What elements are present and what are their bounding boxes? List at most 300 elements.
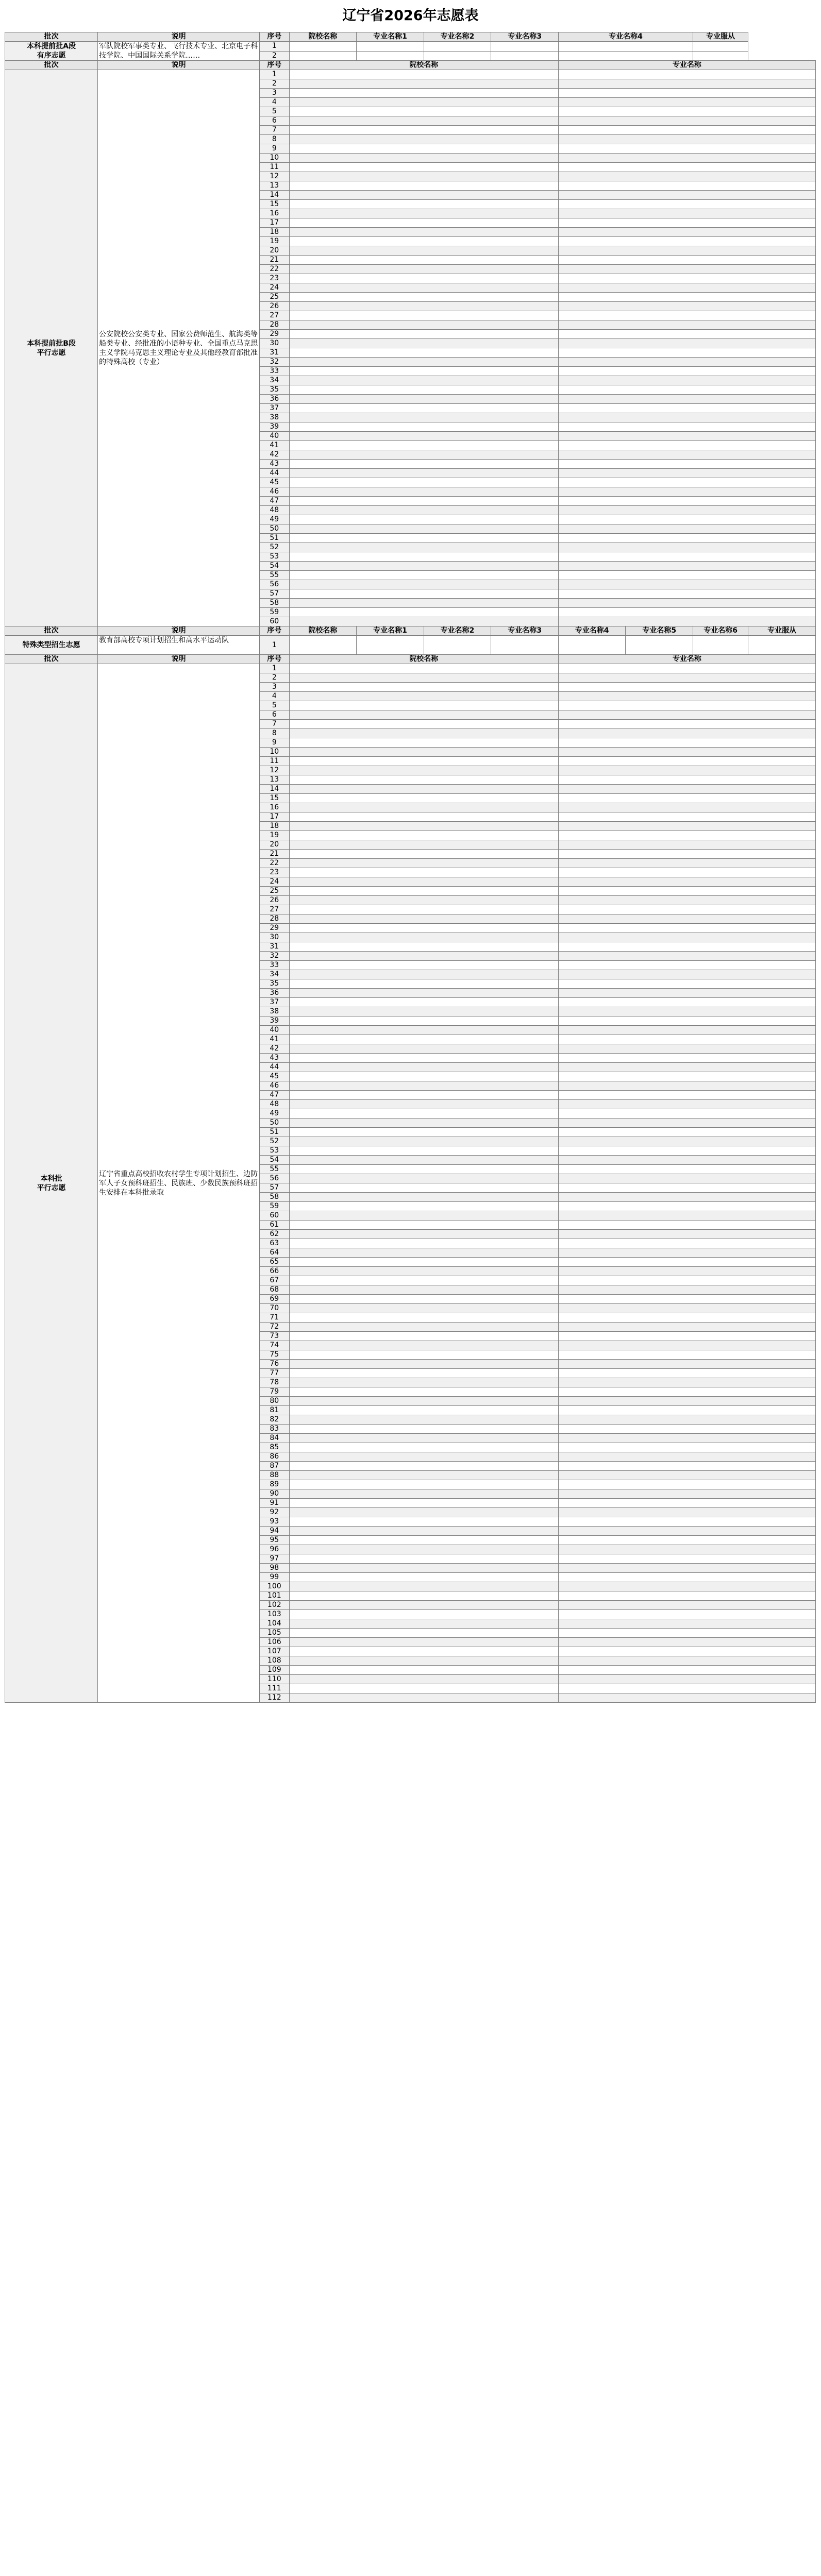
school-cell[interactable] [289,404,558,413]
major-cell[interactable] [558,441,815,450]
school-cell[interactable] [289,1638,558,1647]
school-cell[interactable] [289,1035,558,1044]
major-cell[interactable] [558,998,815,1007]
school-cell[interactable] [289,1415,558,1425]
major-cell[interactable] [558,794,815,803]
major-cell[interactable] [558,1666,815,1675]
major-cell[interactable] [558,515,815,524]
school-cell[interactable] [289,376,558,385]
major-cell[interactable] [558,320,815,330]
major-cell[interactable] [558,1341,815,1350]
major-cell[interactable] [558,543,815,552]
school-cell[interactable] [289,775,558,785]
school-cell[interactable] [289,1452,558,1462]
major-cell[interactable] [558,1026,815,1035]
major-cell[interactable] [558,1508,815,1517]
major-cell[interactable] [558,1350,815,1360]
major-cell[interactable] [558,1202,815,1211]
school-cell[interactable] [289,1193,558,1202]
school-cell[interactable] [289,283,558,293]
major-cell[interactable] [558,748,815,757]
major-cell[interactable] [558,589,815,599]
school-cell[interactable] [289,543,558,552]
major-cell-1[interactable] [357,42,424,52]
school-cell[interactable] [289,1693,558,1703]
major-cell[interactable] [558,1415,815,1425]
school-cell[interactable] [289,534,558,543]
school-cell[interactable] [289,487,558,497]
school-cell[interactable] [289,1536,558,1545]
major-cell[interactable] [558,1471,815,1480]
school-cell[interactable] [289,766,558,775]
major-cell[interactable] [558,1619,815,1629]
major-cell[interactable] [558,933,815,942]
major-cell[interactable] [558,432,815,441]
major-cell[interactable] [558,887,815,896]
major-cell[interactable] [558,1629,815,1638]
school-cell[interactable] [289,1295,558,1304]
school-cell[interactable] [289,608,558,617]
major-cell[interactable] [558,1545,815,1554]
school-cell[interactable] [289,692,558,701]
school-cell[interactable] [289,256,558,265]
school-cell[interactable] [289,794,558,803]
school-cell[interactable] [289,1128,558,1137]
school-cell[interactable] [289,51,357,61]
major-cell[interactable] [558,1323,815,1332]
school-cell[interactable] [289,1619,558,1629]
major-cell[interactable] [558,1156,815,1165]
school-cell[interactable] [289,1425,558,1434]
major-cell[interactable] [558,1443,815,1452]
major-cell[interactable] [558,1675,815,1684]
school-cell[interactable] [289,339,558,348]
school-cell[interactable] [289,478,558,487]
major-cell[interactable] [558,1118,815,1128]
major-cell[interactable] [558,98,815,107]
major-cell[interactable] [558,840,815,850]
major-cell-1[interactable] [357,636,424,655]
major-cell[interactable] [558,422,815,432]
school-cell[interactable] [289,1434,558,1443]
school-cell[interactable] [289,1332,558,1341]
school-cell[interactable] [289,1675,558,1684]
school-cell[interactable] [289,1109,558,1118]
school-cell[interactable] [289,1285,558,1295]
school-cell[interactable] [289,1258,558,1267]
school-cell[interactable] [289,506,558,515]
school-cell[interactable] [289,552,558,562]
school-cell[interactable] [289,1323,558,1332]
school-cell[interactable] [289,228,558,237]
major-cell[interactable] [558,552,815,562]
school-cell[interactable] [289,1554,558,1564]
major-cell[interactable] [558,924,815,933]
school-cell[interactable] [289,664,558,673]
major-cell[interactable] [558,580,815,589]
major-cell[interactable] [558,237,815,246]
school-cell[interactable] [289,785,558,794]
major-cell[interactable] [558,79,815,89]
major-cell[interactable] [558,218,815,228]
school-cell[interactable] [289,748,558,757]
major-cell[interactable] [558,487,815,497]
school-cell[interactable] [289,1387,558,1397]
school-cell[interactable] [289,1137,558,1146]
major-cell[interactable] [558,1100,815,1109]
major-cell[interactable] [558,1258,815,1267]
school-cell[interactable] [289,1165,558,1174]
school-cell[interactable] [289,1146,558,1156]
major-cell[interactable] [558,1591,815,1601]
major-cell[interactable] [558,1684,815,1693]
major-cell[interactable] [558,979,815,989]
school-cell[interactable] [289,1573,558,1582]
major-cell[interactable] [558,478,815,487]
school-cell[interactable] [289,1406,558,1415]
major-cell[interactable] [558,1554,815,1564]
major-cell[interactable] [558,209,815,218]
school-cell[interactable] [289,1016,558,1026]
school-cell[interactable] [289,877,558,887]
major-cell[interactable] [558,1489,815,1499]
major-cell[interactable] [558,163,815,172]
major-cell[interactable] [558,1174,815,1183]
school-cell[interactable] [289,812,558,822]
major-cell[interactable] [558,311,815,320]
major-cell[interactable] [558,692,815,701]
major-cell[interactable] [558,1693,815,1703]
school-cell[interactable] [289,1007,558,1016]
school-cell[interactable] [289,1239,558,1248]
school-cell[interactable] [289,1601,558,1610]
major-cell[interactable] [558,989,815,998]
major-cell[interactable] [558,970,815,979]
major-cell[interactable] [558,1230,815,1239]
major-cell[interactable] [558,469,815,478]
major-cell[interactable] [558,952,815,961]
major-cell[interactable] [558,1183,815,1193]
school-cell[interactable] [289,979,558,989]
major-cell[interactable] [558,1452,815,1462]
school-cell[interactable] [289,116,558,126]
school-cell[interactable] [289,1508,558,1517]
major-cell-4[interactable] [558,42,693,52]
school-cell[interactable] [289,1582,558,1591]
school-cell[interactable] [289,1044,558,1054]
major-cell[interactable] [558,70,815,79]
school-cell[interactable] [289,209,558,218]
major-cell[interactable] [558,89,815,98]
major-cell-2[interactable] [424,636,491,655]
major-cell-2[interactable] [424,42,491,52]
school-cell[interactable] [289,701,558,710]
school-cell[interactable] [289,70,558,79]
major-cell[interactable] [558,1091,815,1100]
major-cell-2[interactable] [424,51,491,61]
school-cell[interactable] [289,831,558,840]
major-cell-3[interactable] [491,51,559,61]
school-cell[interactable] [289,1221,558,1230]
school-cell[interactable] [289,79,558,89]
major-cell[interactable] [558,1480,815,1489]
school-cell[interactable] [289,952,558,961]
school-cell[interactable] [289,1313,558,1323]
school-cell[interactable] [289,1118,558,1128]
major-cell[interactable] [558,1016,815,1026]
school-cell[interactable] [289,154,558,163]
major-cell[interactable] [558,376,815,385]
major-cell[interactable] [558,1267,815,1276]
major-cell[interactable] [558,154,815,163]
school-cell[interactable] [289,1545,558,1554]
major-cell[interactable] [558,1063,815,1072]
school-cell[interactable] [289,395,558,404]
school-cell[interactable] [289,237,558,246]
school-cell[interactable] [289,1026,558,1035]
school-cell[interactable] [289,144,558,154]
major-cell[interactable] [558,413,815,422]
major-cell[interactable] [558,450,815,460]
major-cell[interactable] [558,868,815,877]
major-cell[interactable] [558,1313,815,1323]
major-cell[interactable] [558,107,815,116]
school-cell[interactable] [289,1341,558,1350]
major-cell-6[interactable] [693,636,748,655]
school-cell[interactable] [289,896,558,905]
school-cell[interactable] [289,636,357,655]
school-cell[interactable] [289,868,558,877]
school-cell[interactable] [289,1527,558,1536]
major-cell[interactable] [558,599,815,608]
school-cell[interactable] [289,1684,558,1693]
school-cell[interactable] [289,1499,558,1508]
major-cell[interactable] [558,1369,815,1378]
major-cell[interactable] [558,172,815,181]
school-cell[interactable] [289,293,558,302]
school-cell[interactable] [289,571,558,580]
school-cell[interactable] [289,200,558,209]
major-cell[interactable] [558,1610,815,1619]
school-cell[interactable] [289,469,558,478]
school-cell[interactable] [289,1564,558,1573]
major-cell[interactable] [558,1044,815,1054]
major-cell[interactable] [558,330,815,339]
school-cell[interactable] [289,822,558,831]
major-cell[interactable] [558,896,815,905]
school-cell[interactable] [289,738,558,748]
school-cell[interactable] [289,1081,558,1091]
school-cell[interactable] [289,1629,558,1638]
school-cell[interactable] [289,729,558,738]
major-cell[interactable] [558,617,815,626]
major-cell[interactable] [558,729,815,738]
major-cell[interactable] [558,348,815,358]
school-cell[interactable] [289,1100,558,1109]
school-cell[interactable] [289,1489,558,1499]
major-cell[interactable] [558,1035,815,1044]
major-cell[interactable] [558,1536,815,1545]
school-cell[interactable] [289,1517,558,1527]
school-cell[interactable] [289,562,558,571]
major-cell[interactable] [558,126,815,135]
school-cell[interactable] [289,1360,558,1369]
major-cell[interactable] [558,116,815,126]
school-cell[interactable] [289,905,558,914]
school-cell[interactable] [289,1350,558,1360]
school-cell[interactable] [289,497,558,506]
school-cell[interactable] [289,358,558,367]
school-cell[interactable] [289,330,558,339]
school-cell[interactable] [289,432,558,441]
school-cell[interactable] [289,246,558,256]
school-cell[interactable] [289,126,558,135]
school-cell[interactable] [289,218,558,228]
major-cell[interactable] [558,1007,815,1016]
school-cell[interactable] [289,933,558,942]
major-cell[interactable] [558,720,815,729]
major-cell[interactable] [558,339,815,348]
school-cell[interactable] [289,1443,558,1452]
major-cell[interactable] [558,877,815,887]
major-cell[interactable] [558,1211,815,1221]
major-cell[interactable] [558,1462,815,1471]
major-cell[interactable] [558,1425,815,1434]
school-cell[interactable] [289,1276,558,1285]
school-cell[interactable] [289,1072,558,1081]
school-cell[interactable] [289,840,558,850]
major-cell[interactable] [558,1221,815,1230]
major-cell[interactable] [558,1360,815,1369]
major-cell[interactable] [558,803,815,812]
school-cell[interactable] [289,1610,558,1619]
major-cell[interactable] [558,1517,815,1527]
major-cell[interactable] [558,562,815,571]
major-cell[interactable] [558,228,815,237]
school-cell[interactable] [289,803,558,812]
major-cell[interactable] [558,850,815,859]
major-cell[interactable] [558,144,815,154]
major-cell[interactable] [558,664,815,673]
major-cell-3[interactable] [491,636,559,655]
school-cell[interactable] [289,720,558,729]
school-cell[interactable] [289,617,558,626]
school-cell[interactable] [289,887,558,896]
school-cell[interactable] [289,311,558,320]
major-cell[interactable] [558,812,815,822]
school-cell[interactable] [289,859,558,868]
school-cell[interactable] [289,42,357,52]
school-cell[interactable] [289,1183,558,1193]
major-cell[interactable] [558,1295,815,1304]
major-cell[interactable] [558,859,815,868]
school-cell[interactable] [289,135,558,144]
major-cell[interactable] [558,1564,815,1573]
major-cell[interactable] [558,1638,815,1647]
major-cell[interactable] [558,246,815,256]
major-cell-1[interactable] [357,51,424,61]
major-cell[interactable] [558,673,815,683]
school-cell[interactable] [289,1378,558,1387]
major-cell[interactable] [558,1656,815,1666]
school-cell[interactable] [289,89,558,98]
school-cell[interactable] [289,757,558,766]
school-cell[interactable] [289,1054,558,1063]
school-cell[interactable] [289,302,558,311]
major-cell[interactable] [558,683,815,692]
school-cell[interactable] [289,1462,558,1471]
major-cell[interactable] [558,1397,815,1406]
school-cell[interactable] [289,589,558,599]
school-cell[interactable] [289,450,558,460]
major-cell[interactable] [558,1406,815,1415]
school-cell[interactable] [289,348,558,358]
school-cell[interactable] [289,163,558,172]
major-cell[interactable] [558,534,815,543]
school-cell[interactable] [289,1202,558,1211]
major-cell[interactable] [558,961,815,970]
school-cell[interactable] [289,265,558,274]
major-cell[interactable] [558,1109,815,1118]
major-cell[interactable] [558,200,815,209]
school-cell[interactable] [289,1591,558,1601]
school-cell[interactable] [289,274,558,283]
major-cell[interactable] [558,283,815,293]
school-cell[interactable] [289,970,558,979]
major-cell[interactable] [558,1434,815,1443]
major-cell[interactable] [558,395,815,404]
school-cell[interactable] [289,107,558,116]
school-cell[interactable] [289,524,558,534]
school-cell[interactable] [289,1156,558,1165]
major-cell[interactable] [558,1582,815,1591]
school-cell[interactable] [289,599,558,608]
major-cell[interactable] [558,710,815,720]
major-obey-cell[interactable] [748,636,816,655]
major-cell[interactable] [558,1072,815,1081]
major-cell[interactable] [558,1081,815,1091]
school-cell[interactable] [289,1369,558,1378]
major-cell[interactable] [558,1193,815,1202]
major-cell[interactable] [558,831,815,840]
school-cell[interactable] [289,710,558,720]
major-cell[interactable] [558,135,815,144]
school-cell[interactable] [289,989,558,998]
major-cell[interactable] [558,1499,815,1508]
major-cell[interactable] [558,1332,815,1341]
major-cell[interactable] [558,1276,815,1285]
major-cell[interactable] [558,181,815,191]
major-cell[interactable] [558,385,815,395]
school-cell[interactable] [289,1656,558,1666]
school-cell[interactable] [289,1211,558,1221]
school-cell[interactable] [289,191,558,200]
school-cell[interactable] [289,1666,558,1675]
major-obey-cell[interactable] [693,51,748,61]
major-cell[interactable] [558,191,815,200]
school-cell[interactable] [289,580,558,589]
major-cell[interactable] [558,1304,815,1313]
school-cell[interactable] [289,673,558,683]
major-cell[interactable] [558,571,815,580]
major-cell[interactable] [558,1647,815,1656]
school-cell[interactable] [289,683,558,692]
major-cell[interactable] [558,293,815,302]
school-cell[interactable] [289,914,558,924]
school-cell[interactable] [289,1397,558,1406]
school-cell[interactable] [289,422,558,432]
school-cell[interactable] [289,1230,558,1239]
